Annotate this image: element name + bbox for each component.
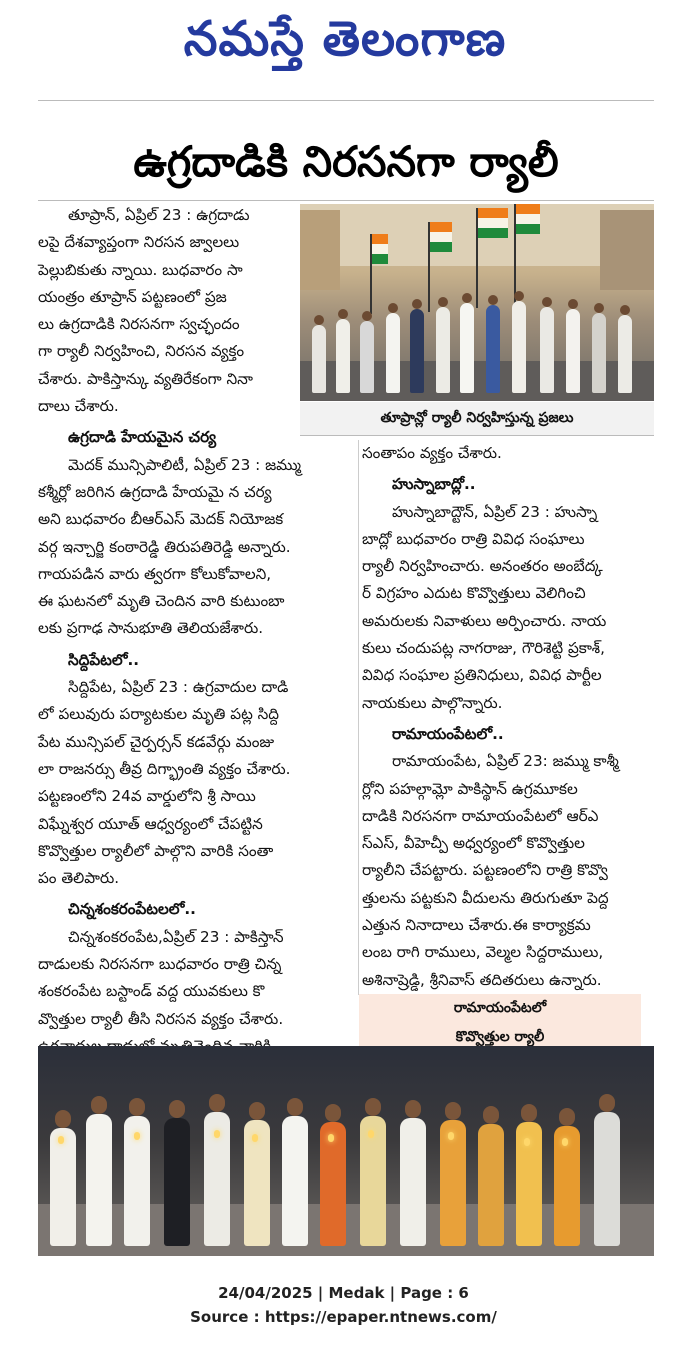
section-heading: సిద్దిపేటలో..	[68, 650, 140, 669]
candle-rally-photo	[38, 1046, 654, 1256]
masthead-logo: నమస్తే తెలంగాణ	[183, 11, 507, 67]
footer-source: Source : https://epaper.ntnews.com/	[190, 1308, 497, 1326]
text-line: వర్గ ఇన్చార్జి కంఠారెడ్డి తిరుపతిరెడ్డి అన్నారు.	[38, 537, 291, 556]
text-line: లంబ రాగి రాములు, వెల్మల సిద్దరాములు,	[362, 943, 604, 962]
flag-icon	[478, 208, 508, 238]
text-line: తూప్రాన్, ఏప్రిల్ 23 : ఉగ్రదాడు	[68, 206, 250, 224]
photo-person	[592, 313, 606, 393]
text-line: అమరులకు నివాళులు అర్పించారు. నాయ	[362, 611, 607, 630]
photo-caption-line: కొవ్వొత్తుల ర్యాలీ	[455, 1029, 545, 1045]
text-line: లో పలువురు పర్యాటకుల మృతి పట్ల సిద్ది	[38, 705, 280, 724]
divider	[38, 200, 654, 201]
photo-person	[436, 307, 450, 393]
photo-person	[594, 1112, 620, 1246]
text-line: శంకరంపేట బస్టాండ్ వద్ద యువకులు కొ	[38, 982, 265, 1001]
text-line: సంతాపం వ్యక్తం చేశారు.	[362, 444, 502, 462]
text-line: నాయకులు పాల్గొన్నారు.	[362, 693, 503, 712]
divider	[38, 100, 654, 101]
photo-person	[478, 1124, 504, 1246]
text-line: రామాయంపేట, ఏప్రిల్ 23: జమ్ము కాశ్మీ	[392, 752, 619, 771]
text-line: ర్యాలీని చేపట్టారు. పట్టణంలోని రాత్రి కొవ్వొ	[362, 861, 608, 880]
candle-icon	[214, 1130, 220, 1138]
candle-icon	[134, 1132, 140, 1140]
text-line: కొవ్వొత్తుల ర్యాలీలో పాల్గొని వారికి సంతా	[38, 841, 274, 860]
text-line: ర్యాలీ నిర్వహించారు. అనంతరం అంబేద్క	[362, 557, 603, 576]
text-line: దాడికి నిరసనగా రామాయంపేటలో ఆర్ఎ	[362, 806, 599, 825]
photo-person	[386, 313, 400, 393]
photo-caption: తూప్రాన్లో ర్యాలీ నిర్వహిస్తున్న ప్రజలు	[300, 402, 654, 436]
candle-icon	[328, 1134, 334, 1142]
text-line: లా రాజనర్సు తీవ్ర దిగ్భ్రాంతి వ్యక్తం చేశారు.	[38, 759, 291, 778]
photo-person	[512, 301, 526, 393]
photo-person	[86, 1114, 112, 1246]
text-line: త్తులను పట్టకుని వీదులను తిరుగుతూ పెద్ద	[362, 888, 609, 907]
text-line: సిద్దిపేట, ఏప్రిల్ 23 : ఉగ్రవాదుల దాడి	[68, 678, 289, 697]
text-line: పం తెలిపారు.	[38, 869, 120, 888]
text-line: లకు ప్రగాఢ సానుభూతి తెలియజేశారు.	[38, 619, 264, 638]
text-line: అని బుధవారం బీఆర్ఎస్ మెదక్ నియోజక	[38, 510, 284, 529]
flag-icon	[516, 204, 540, 234]
section-heading: చిన్నశంకరంపేటలలో..	[68, 900, 196, 919]
text-line: ఈ ఘటనలో మృతి చెందిన వారి కుటుంబా	[38, 592, 285, 611]
photo-person	[486, 305, 500, 393]
text-line: విఘ్నేశ్వర యూత్ ఆధ్వర్యంలో చేపట్టిన	[38, 814, 263, 833]
text-line: పట్టణంలోని 24వ వార్డులోని శ్రీ సాయి	[38, 787, 256, 806]
text-line: వ్వొత్తుల ర్యాలీ తీసి నిరసన వ్యక్తం చేశారు.	[38, 1009, 284, 1028]
candle-icon	[448, 1132, 454, 1140]
text-line: పేట మున్సిపల్ చైర్పర్సన్ కడవేర్గు మంజు	[38, 732, 275, 751]
text-line: కులు చందుపట్ల నాగరాజు, గౌరిశెట్టి ప్రకాశ్,	[362, 639, 605, 658]
text-line: పెల్లుబికుతు న్నాయి. బుధవారం సా	[38, 260, 243, 279]
photo-person	[566, 309, 580, 393]
text-line: ఎత్తున నినాదాలు చేశారు.ఈ కార్యాక్రమ	[362, 916, 591, 935]
candle-icon	[562, 1138, 568, 1146]
footer-info: 24/04/2025 | Medak | Page : 6	[218, 1284, 469, 1302]
text-line: స్ఎస్, వీహెచ్పీ అధ్వర్యంలో కొవ్వొత్తుల	[362, 834, 585, 853]
text-line: వివిధ సంఘాల ప్రతినిధులు, వివిధ పార్టీల	[362, 666, 602, 685]
section-heading: రామాయంపేటలో..	[392, 724, 504, 743]
photo-person	[460, 303, 474, 393]
section-heading: హుస్నాబాద్లో..	[392, 475, 476, 494]
text-line: మెదక్ మున్సిపాలిటీ, ఏప్రిల్ 23 : జమ్ము	[68, 455, 302, 474]
text-line: అశినాష్రెడ్డి, శ్రీనివాస్ తదితరులు ఉన్నారు.	[362, 970, 602, 989]
headline: ఉగ్రదాడికి నిరసనగా ర్యాలీ	[133, 137, 559, 186]
text-line: చేశారు. పాకిస్తాన్కు వ్యతిరేకంగా నినా	[38, 369, 253, 388]
photo-person	[50, 1128, 76, 1246]
photo-person	[618, 315, 632, 393]
text-line: దాడులకు నిరసనగా బుధవారం రాత్రి చిన్న	[38, 955, 282, 974]
photo-building	[600, 210, 654, 290]
photo-person	[540, 307, 554, 393]
text-line: లు ఉగ్రదాడికి నిరసనగా స్వచ్ఛందం	[38, 315, 240, 334]
text-line: గా ర్యాలీ నిర్వహించి, నిరసన వ్యక్తం	[38, 342, 245, 361]
text-line: గాయపడిన వారు త్వరగా కోలుకోవాలని,	[38, 564, 272, 583]
column-divider	[358, 440, 359, 995]
text-line: చిన్నశంకరంపేట,ఏప్రిల్ 23 : పాకిస్తాన్	[68, 927, 284, 946]
candle-icon	[58, 1136, 64, 1144]
text-line: హుస్నాబాద్టౌన్, ఏప్రిల్ 23 : హుస్నా	[392, 502, 598, 521]
candle-icon	[524, 1138, 530, 1146]
flag-icon	[430, 222, 452, 252]
photo-caption-line: రామాయంపేటలో	[453, 1000, 547, 1016]
photo-person	[410, 309, 424, 393]
right-column	[362, 440, 654, 994]
photo-person	[164, 1118, 190, 1246]
candle-icon	[252, 1134, 258, 1142]
photo-person	[360, 321, 374, 393]
candle-icon	[368, 1130, 374, 1138]
photo-person	[400, 1118, 426, 1246]
text-line: బాద్లో బుధవారం రాత్రి వివిధ సంఘాలు	[362, 529, 585, 548]
text-line: యంత్రం తూప్రాన్ పట్టణంలో ప్రజ	[38, 287, 227, 306]
text-line: దాలు చేశారు.	[38, 397, 119, 416]
photo-caption-box	[359, 994, 641, 1052]
section-heading: ఉగ్రదాడి హేయమైన చర్య	[68, 428, 217, 447]
text-line: ర్లోని పహల్గామ్లో పాకిస్థాన్ ఉగ్రమూకల	[362, 779, 578, 798]
lead-paragraph	[38, 202, 296, 420]
flag-icon	[372, 234, 388, 264]
text-line: కశ్మీర్లో జరిగిన ఉగ్రదాడి హేయమై న చర్య	[38, 482, 272, 501]
text-line: లపై దేశవ్యాప్తంగా నిరసన జ్వాలలు	[38, 233, 240, 252]
text-line: ర్ విగ్రహం ఎదుట కొవ్వొత్తులు వెలిగించి	[362, 584, 586, 603]
left-column	[38, 202, 356, 1060]
photo-person	[282, 1116, 308, 1246]
